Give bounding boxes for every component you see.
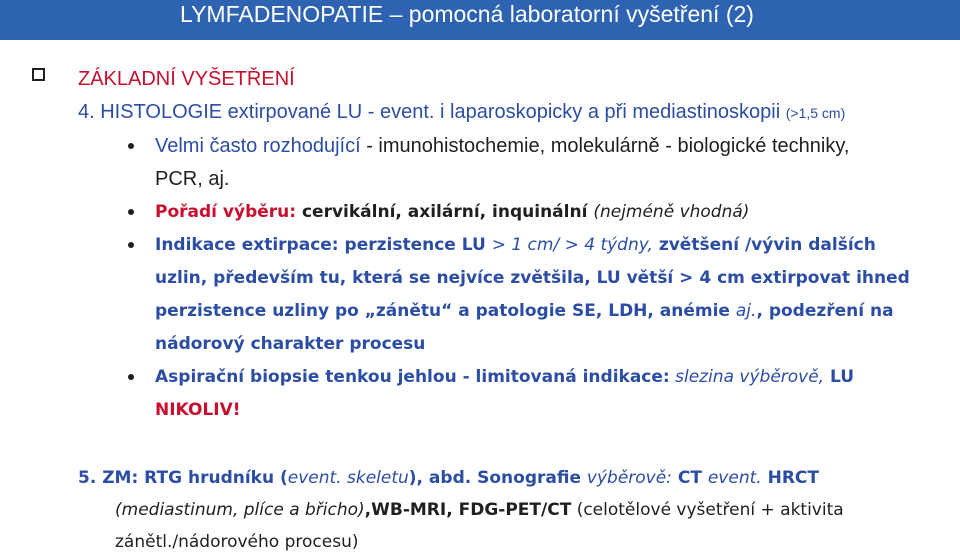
bullet-1-line-2: PCR, aj. — [155, 168, 230, 190]
item-5-text4: HRCT — [761, 468, 819, 488]
bullet-1-line-1 — [155, 133, 849, 159]
item-5-line2-rest: (celotělové vyšetření + aktivita — [571, 500, 844, 520]
bullet-1-strong: Velmi často rozhodující — [155, 135, 361, 157]
bullet-3-part1: perzistence LU — [338, 235, 492, 255]
item-5-strong: ZM: — [102, 468, 139, 488]
item-5-line-1 — [78, 465, 819, 491]
item-5-text3: CT — [671, 468, 708, 488]
bullet-4-line-1 — [155, 364, 854, 390]
bullet-3-italic: > 1 cm/ > 4 týdny, — [491, 235, 653, 255]
bullet-3-line3-end: , podezření na — [756, 301, 894, 321]
item-5-italic1: event. skeletu — [287, 468, 409, 488]
item-5-italic2: výběrově: — [586, 468, 672, 488]
bullet-dot-icon — [128, 374, 134, 380]
bullet-2-strong: Pořadí výběru: — [155, 202, 297, 222]
slide-title: LYMFADENOPATIE – pomocná laboratorní vyšetření (2) — [180, 1, 754, 27]
item-5-number: 5. — [78, 468, 103, 488]
bullet-3-line-4: nádorový charakter procesu — [155, 334, 426, 354]
bullet-1-rest: - imunohistochemie, molekulárně - biologické techniky, — [360, 135, 850, 157]
item-5-line-2 — [115, 497, 844, 523]
bullet-4-line-2: NIKOLIV! — [155, 400, 241, 420]
item-4-text: 4. HISTOLOGIE extirpované LU - event. i laparoskopicky a při mediastinoskopii — [78, 101, 786, 123]
item-4-line — [78, 99, 845, 126]
bullet-4-italic: slezina výběrově, — [669, 367, 825, 387]
bullet-3-line3-text: perzistence uzliny po „zánětu“ a patologie SE, LDH, anémie — [155, 301, 736, 321]
item-5-text2: ), abd. Sonografie — [408, 468, 587, 488]
bullet-3-strong: Indikace extirpace: — [155, 235, 339, 255]
bullet-2-italic: (nejméně vhodná) — [593, 202, 750, 222]
checkbox-bullet-icon — [32, 68, 45, 81]
bullet-2-line — [155, 199, 749, 225]
bullet-3-line3-italic: aj. — [735, 301, 757, 321]
item-5-italic3: event. — [707, 468, 762, 488]
bullet-3-line-2: uzlin, především tu, která se nejvíce zvětšila, LU větší > 4 cm extirpovat ihned — [155, 268, 910, 288]
bullet-4-strong: Aspirační biopsie tenkou jehlou - limitovaná indikace: — [155, 367, 670, 387]
bullet-2-rest: cervikální, axilární, inquinální — [296, 202, 594, 222]
bullet-3-part2: zvětšení /vývin dalších — [652, 235, 876, 255]
bullet-3-line-1 — [155, 232, 876, 258]
title-bar — [0, 0, 960, 40]
item-5-line2-bold: ,WB-MRI, FDG-PET/CT — [364, 500, 572, 520]
bullet-3-line-3 — [155, 298, 894, 324]
bullet-dot-icon — [128, 143, 134, 149]
bullet-dot-icon — [128, 242, 134, 248]
item-5-text1: RTG hrudníku ( — [138, 468, 288, 488]
item-5-line2-italic: (mediastinum, plíce a břicho) — [115, 500, 365, 520]
item-4-note: (>1,5 cm) — [785, 105, 846, 121]
item-5-line-3: zánětl./nádorového procesu) — [115, 532, 359, 552]
bullet-4-end: LU — [824, 367, 855, 387]
bullet-dot-icon — [128, 209, 134, 215]
section-heading: ZÁKLADNÍ VYŠETŘENÍ — [78, 68, 295, 90]
